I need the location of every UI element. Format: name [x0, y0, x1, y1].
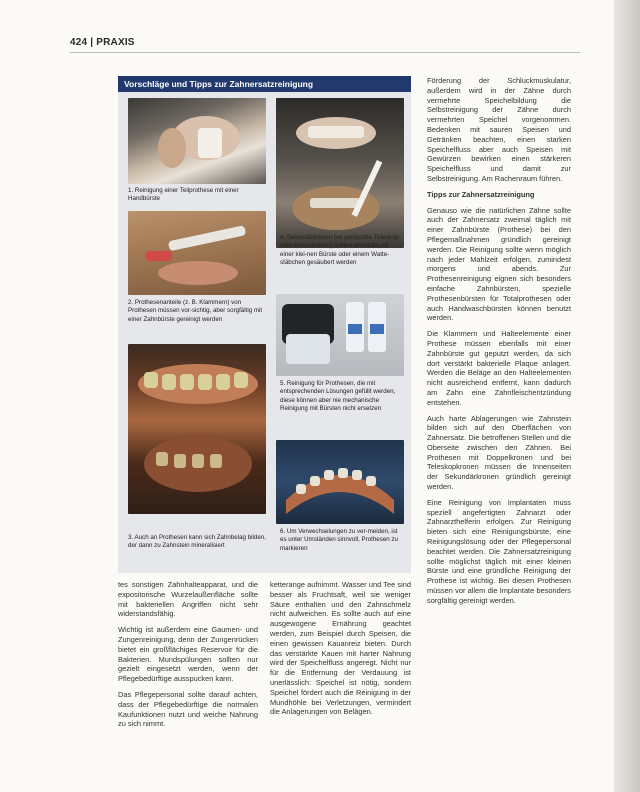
photo-cleaning-tablets — [276, 294, 404, 376]
right-paragraph-3: Die Klammern und Halteelemente einer Prothese müssen ebenfalls mit einer Zahnbürste gut geputzt werden, da sich dort verstärkt bakterielle Plaque anlagert. Werden die Beläge an den Halteelementen nicht ausreichend entfernt, kann dadurch am Zahn eine Zahnfleischentzündung entstehen. — [427, 329, 571, 407]
bottom-left-paragraph-2: Wichtig ist außerdem eine Gaumen- und Zungenreinigung, denn der Zungenrücken bietet ein großflächiges Reservoir für die Bakterien. Mundspülungen sollten nur gezielt eingesetzt werden, wenn der Pflegebedürftige ausspucken kann. — [118, 625, 258, 684]
bottom-left-paragraph-1: tes sonstigen Zahnhalteapparat, und die expositorische Wurzelaußenfläche sollte mit bakteriellen Angriffen nicht sehr widerstandsfähig. — [118, 580, 258, 619]
tips-box — [118, 76, 411, 573]
photo-denture-plaque — [128, 344, 266, 514]
photo-partial-denture-brush — [128, 98, 266, 184]
bottom-middle-paragraph-1: ketterange aufnimmt. Wasser und Tee sind besser als Fruchtsaft, weil sie weniger Säure enthalten und den Zahnschmelz nicht aufweichen. Es sollte auch auf eine ausgewogene Ernährung geachtet werden, zum Beispiel durch Speisen, die einen gewissen Kauanreiz bieten. Durch das verstärkte Kauen mit harter Nahrung wird der Speichelfluss angeregt. Nicht nur für die Entfernung der Verdauung ist unerlässlich: Speichel ist nötig, sondern Speichel fördert auch die Reinigung in der Mundhöhle bei Verletzungen, vermindert die Anlagerungen von Belägen. — [270, 580, 411, 717]
right-paragraph-2: Genauso wie die natürlichen Zähne sollte auch der Zahnersatz zweimal täglich mit einer Zahnbürste (Prothese) bei den Pflegemaßnahmen gründlich gereinigt werden. Die Reinigung sollte wenn möglich nach jeder Mahlzeit erfolgen, zumindest morgens und abends. Zur Prothesenreinigung eignen sich besonders einfache Zahnbürsten, spezielle Prothesenbürsten für Totalprothesen oder auch Handwaschbürsten können benutzt werden. — [427, 205, 571, 323]
right-column — [427, 76, 571, 612]
header-rule — [70, 52, 580, 53]
box-title: Vorschläge und Tipps zur Zahnersatzreinigung — [118, 76, 411, 92]
caption-4: 4. Sekundärkronen bei gemischte Teleskop- oder Konuskronen) sollten ebenfalls mit einer klei-nen Bürste oder einem Watte-stäbchen gesäubert werden — [280, 234, 401, 267]
right-paragraph-4: Auch harte Ablagerungen wie Zahnstein bilden sich auf den Oberflächen von Zahnersatz. Die betroffenen Stellen und die Oberseite zwischen den Zähnen. Bei Prothesen mit Doppelkronen und bei Teleskopkronen müssen die Innenseiten der Sekundärkronen gründlich gereinigt werden. — [427, 413, 571, 492]
caption-5: 5. Reinigung für Prothesen, die mit entsprechenden Lösungen gefüllt werden, diese können aber nie mechanische Reinigung mit Bürsten nicht ersetzen — [280, 380, 396, 413]
page-header: 424 | PRAXIS — [70, 37, 135, 48]
photo-marked-denture — [276, 440, 404, 524]
caption-6: 6. Um Verwechselungen zu ver-meiden, ist es unter Umständen sinnvoll, Prothesen zu markieren — [280, 528, 398, 552]
caption-1: 1. Reinigung einer Teilprothese mit einer Handbürste — [128, 187, 239, 203]
right-paragraph-1: Förderung der Schluckmuskulatur, außerdem wird in der Zähne durch vermehrte Speichelbildung die Selbstreinigung der Zähne durch vermehrten Speichel vorgenommen. Bedenken mit sauren Speisen und Getränken beachten, einen starken Speichelfluss aber auch Speisen mit Gewürzen bewirken einen stärkeren Speichelfluss und damit zur Selbstreinigung. Am Rachenraum führen. — [427, 76, 571, 183]
caption-2: 2. Prothesenanteile (z. B. Klammern) von Prothesen müssen vor-sichtig, aber sorgfältig mit einer Zahnbürste gereinigt werden — [128, 299, 263, 323]
bottom-left-column — [118, 580, 258, 735]
photo-teleskop-crowns — [276, 98, 404, 248]
bottom-middle-column — [270, 580, 411, 723]
right-paragraph-5: Eine Reinigung von Implantaten muss speziell angefertigten Zahnarzt oder Zahnarzthelferin erfolgen. Zur Reinigung bieten sich eine Reinigungsbürste, eine Reinigungslösung oder der Pflegepersonal beachtet werden. Die Zahnersatzreinigung sollte möglichst täglich mit einer kleinen Bürste und eine gründliche Reinigung der Prothese ist wichtig. Bei diesen Prothesen müssen vor allem die Implantate besonders sorgfältig gereinigt werden. — [427, 497, 571, 605]
right-subheading: Tipps zur Zahnersatzreinigung — [427, 189, 535, 199]
photo-clasps-brush — [128, 211, 266, 295]
bottom-left-paragraph-3: Das Pflegepersonal sollte darauf achten, dass der Pflegebedürftige die normalen Kaufunktionen nutzt und weiche Nahrung zu sich nimmt. — [118, 689, 258, 729]
page-edge — [614, 0, 640, 792]
caption-3: 3. Auch an Prothesen kann sich Zahnbelag bilden, der dann zu Zahnstein mineralisiert — [128, 534, 266, 550]
